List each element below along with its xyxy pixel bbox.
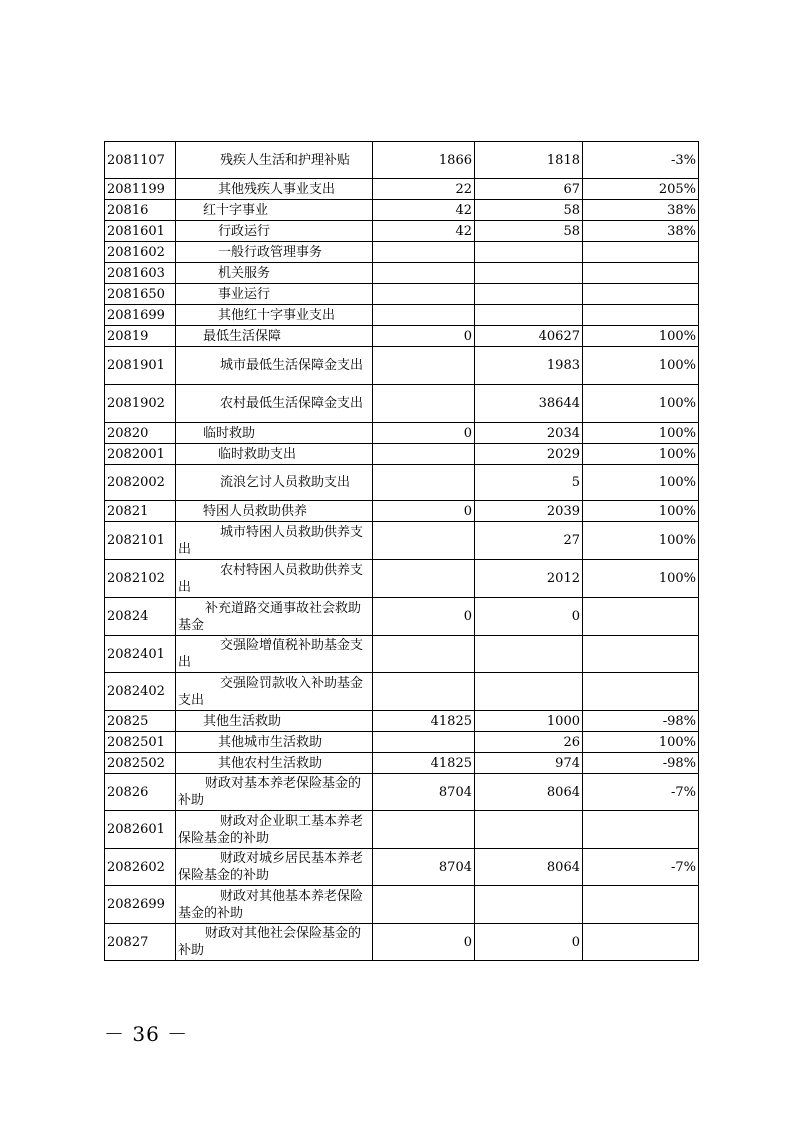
cell-value-a: 41825 (373, 753, 475, 774)
cell-value-b: 1000 (475, 711, 583, 732)
cell-change-rate: 100% (583, 347, 699, 385)
cell-item-name: 财政对基本养老保险基金的补助 (176, 774, 373, 811)
cell-value-b: 8064 (475, 849, 583, 886)
cell-value-b: 58 (475, 221, 583, 242)
cell-value-b: 5 (475, 465, 583, 501)
page-number: － 36 － (104, 1022, 189, 1046)
cell-value-a (373, 242, 475, 263)
cell-change-rate: -7% (583, 849, 699, 886)
cell-value-a (373, 811, 475, 849)
cell-code: 2082601 (105, 811, 176, 849)
cell-value-a (373, 284, 475, 305)
cell-code: 20816 (105, 200, 176, 221)
cell-item-name: 行政运行 (176, 221, 373, 242)
cell-change-rate: 100% (583, 423, 699, 444)
cell-value-b: 974 (475, 753, 583, 774)
table-row (105, 849, 699, 886)
table-row (105, 522, 699, 560)
cell-item-name: 其他红十字事业支出 (176, 305, 373, 326)
table-row (105, 753, 699, 774)
cell-item-name: 残疾人生活和护理补贴 (176, 142, 373, 179)
cell-code: 2082002 (105, 465, 176, 501)
cell-value-b (475, 673, 583, 711)
cell-item-name: 其他生活救助 (176, 711, 373, 732)
cell-code: 20827 (105, 924, 176, 961)
table-row (105, 305, 699, 326)
cell-change-rate: 100% (583, 385, 699, 423)
cell-item-name: 农村特困人员救助供养支出 (176, 560, 373, 598)
cell-value-a (373, 732, 475, 753)
cell-value-a: 0 (373, 501, 475, 522)
cell-code: 20821 (105, 501, 176, 522)
table-row (105, 673, 699, 711)
cell-item-name: 财政对其他社会保险基金的补助 (176, 924, 373, 961)
cell-change-rate: 100% (583, 522, 699, 560)
cell-value-b: 2039 (475, 501, 583, 522)
cell-item-name: 流浪乞讨人员救助支出 (176, 465, 373, 501)
cell-item-name: 补充道路交通事故社会救助基金 (176, 598, 373, 636)
table-row (105, 242, 699, 263)
cell-value-b (475, 242, 583, 263)
budget-table-body (105, 142, 699, 961)
cell-value-b (475, 305, 583, 326)
table-row (105, 444, 699, 465)
cell-value-b (475, 811, 583, 849)
cell-item-name: 财政对企业职工基本养老保险基金的补助 (176, 811, 373, 849)
cell-code: 2082402 (105, 673, 176, 711)
table-row (105, 200, 699, 221)
cell-value-a (373, 636, 475, 673)
cell-code: 2082101 (105, 522, 176, 560)
cell-item-name: 特困人员救助供养 (176, 501, 373, 522)
cell-value-b (475, 284, 583, 305)
cell-change-rate (583, 263, 699, 284)
cell-value-b (475, 886, 583, 924)
cell-item-name: 机关服务 (176, 263, 373, 284)
cell-code: 2081601 (105, 221, 176, 242)
cell-value-a: 42 (373, 200, 475, 221)
cell-code: 2082001 (105, 444, 176, 465)
cell-change-rate: -98% (583, 711, 699, 732)
cell-code: 20825 (105, 711, 176, 732)
cell-value-a: 8704 (373, 849, 475, 886)
cell-value-b: 58 (475, 200, 583, 221)
cell-code: 2082699 (105, 886, 176, 924)
cell-value-b: 67 (475, 179, 583, 200)
cell-change-rate (583, 305, 699, 326)
cell-change-rate: 100% (583, 501, 699, 522)
cell-item-name: 最低生活保障 (176, 326, 373, 347)
cell-change-rate: -98% (583, 753, 699, 774)
cell-change-rate (583, 673, 699, 711)
cell-value-a: 1866 (373, 142, 475, 179)
cell-code: 2082401 (105, 636, 176, 673)
cell-code: 20819 (105, 326, 176, 347)
cell-code: 2081199 (105, 179, 176, 200)
table-row (105, 732, 699, 753)
table-row (105, 560, 699, 598)
cell-code: 2082102 (105, 560, 176, 598)
table-row (105, 326, 699, 347)
cell-change-rate: 100% (583, 732, 699, 753)
cell-code: 20824 (105, 598, 176, 636)
cell-value-b: 40627 (475, 326, 583, 347)
cell-code: 20826 (105, 774, 176, 811)
cell-code: 2082602 (105, 849, 176, 886)
cell-change-rate (583, 242, 699, 263)
table-row (105, 501, 699, 522)
cell-change-rate (583, 811, 699, 849)
cell-value-a (373, 444, 475, 465)
cell-change-rate: 38% (583, 221, 699, 242)
cell-item-name: 城市特困人员救助供养支出 (176, 522, 373, 560)
table-row (105, 598, 699, 636)
cell-value-a: 22 (373, 179, 475, 200)
cell-change-rate: 100% (583, 444, 699, 465)
cell-value-b: 8064 (475, 774, 583, 811)
cell-value-b: 2012 (475, 560, 583, 598)
cell-value-a (373, 263, 475, 284)
cell-change-rate (583, 886, 699, 924)
cell-change-rate: 100% (583, 326, 699, 347)
table-row (105, 284, 699, 305)
table-row (105, 221, 699, 242)
cell-item-name: 交强险增值税补助基金支出 (176, 636, 373, 673)
cell-item-name: 其他城市生活救助 (176, 732, 373, 753)
cell-item-name: 城市最低生活保障金支出 (176, 347, 373, 385)
cell-change-rate: 205% (583, 179, 699, 200)
cell-code: 2081901 (105, 347, 176, 385)
cell-value-a: 42 (373, 221, 475, 242)
cell-item-name: 临时救助支出 (176, 444, 373, 465)
cell-value-b: 2029 (475, 444, 583, 465)
cell-change-rate: 38% (583, 200, 699, 221)
cell-item-name: 农村最低生活保障金支出 (176, 385, 373, 423)
cell-value-b: 27 (475, 522, 583, 560)
cell-change-rate: -3% (583, 142, 699, 179)
table-row (105, 886, 699, 924)
cell-change-rate (583, 924, 699, 961)
cell-value-a (373, 465, 475, 501)
cell-value-b (475, 263, 583, 284)
cell-value-a (373, 347, 475, 385)
cell-code: 2081650 (105, 284, 176, 305)
cell-value-a: 0 (373, 598, 475, 636)
cell-change-rate: 100% (583, 465, 699, 501)
cell-value-b (475, 636, 583, 673)
cell-code: 2081603 (105, 263, 176, 284)
cell-value-b: 2034 (475, 423, 583, 444)
table-row (105, 811, 699, 849)
cell-code: 2081107 (105, 142, 176, 179)
cell-value-a (373, 522, 475, 560)
table-row (105, 423, 699, 444)
table-row (105, 263, 699, 284)
cell-code: 2081699 (105, 305, 176, 326)
cell-value-b: 0 (475, 598, 583, 636)
cell-item-name: 一般行政管理事务 (176, 242, 373, 263)
cell-item-name: 事业运行 (176, 284, 373, 305)
table-row (105, 636, 699, 673)
table-row (105, 711, 699, 732)
table-row (105, 179, 699, 200)
table-row (105, 347, 699, 385)
cell-item-name: 财政对城乡居民基本养老保险基金的补助 (176, 849, 373, 886)
cell-change-rate (583, 284, 699, 305)
cell-value-a (373, 385, 475, 423)
cell-value-a: 41825 (373, 711, 475, 732)
cell-value-b: 1818 (475, 142, 583, 179)
table-row (105, 924, 699, 961)
cell-item-name: 红十字事业 (176, 200, 373, 221)
table-row (105, 385, 699, 423)
cell-value-a: 0 (373, 423, 475, 444)
cell-item-name: 临时救助 (176, 423, 373, 444)
cell-item-name: 交强险罚款收入补助基金支出 (176, 673, 373, 711)
cell-value-a (373, 305, 475, 326)
cell-code: 2081602 (105, 242, 176, 263)
cell-change-rate: -7% (583, 774, 699, 811)
table-row (105, 142, 699, 179)
cell-value-a (373, 886, 475, 924)
budget-table (104, 141, 699, 961)
cell-code: 2082502 (105, 753, 176, 774)
cell-value-a: 0 (373, 924, 475, 961)
cell-code: 2081902 (105, 385, 176, 423)
table-row (105, 465, 699, 501)
cell-value-b: 38644 (475, 385, 583, 423)
cell-value-a (373, 673, 475, 711)
cell-value-b: 26 (475, 732, 583, 753)
cell-value-b: 1983 (475, 347, 583, 385)
cell-change-rate: 100% (583, 560, 699, 598)
cell-item-name: 财政对其他基本养老保险基金的补助 (176, 886, 373, 924)
cell-item-name: 其他农村生活救助 (176, 753, 373, 774)
table-row (105, 774, 699, 811)
cell-change-rate (583, 636, 699, 673)
cell-value-a (373, 560, 475, 598)
cell-change-rate (583, 598, 699, 636)
cell-code: 20820 (105, 423, 176, 444)
cell-value-a: 0 (373, 326, 475, 347)
cell-code: 2082501 (105, 732, 176, 753)
cell-item-name: 其他残疾人事业支出 (176, 179, 373, 200)
cell-value-b: 0 (475, 924, 583, 961)
cell-value-a: 8704 (373, 774, 475, 811)
